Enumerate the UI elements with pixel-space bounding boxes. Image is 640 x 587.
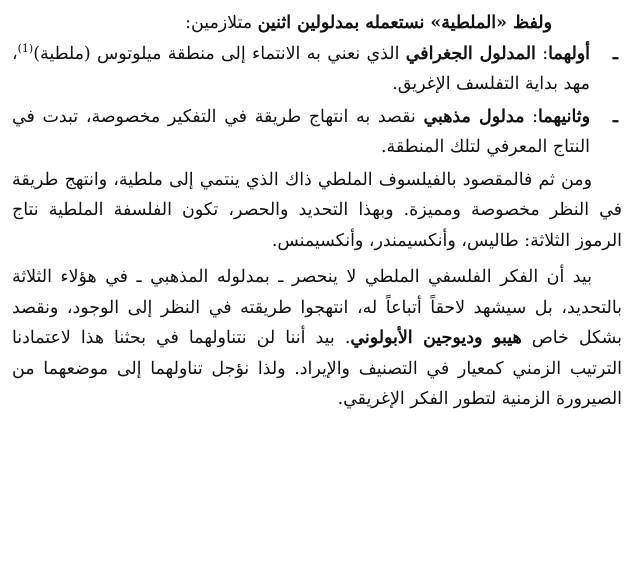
para2-text: بيد أن الفكر الفلسفي الملطي لا ينحصر ـ بمدلوله المذهبي ـ في هؤلاء الثلاثة بالتحديد، بل سيشهد لاحقاً أتباعاً له، انتهجوا طريقته في النظر إلى الوجود، ونقصد بشكل خاص [12,267,622,348]
item1-colon: : [535,43,549,64]
item2-term: مدلول مذهبي [423,106,525,127]
list-item-second-meaning [12,102,622,163]
list-item-first-meaning [12,39,622,100]
footnote-marker: (1) [17,41,34,55]
para2-names: هيبو وديوجين الأبولوني [350,328,522,348]
para2-text-end: . بيد أننا لن نتناولهما في بحثنا هذا لاعتمادنا الترتيب الزمني كمعيار في التصنيف والإيراد. ولذا نؤجل تناولهما إلى موضعهما من الصيرورة الزمنية لتطور الفكر الإغريقي. [12,328,622,409]
list-dash: ـ [612,106,618,127]
item1-label: أولهما [548,43,590,64]
list-dash: ـ [612,43,618,64]
item1-text: الذي نعني به الانتماء إلى منطقة ميلوتوس (ملطية) [33,43,406,64]
item2-text: نقصد به انتهاج طريقة في التفكير مخصوصة، تبدت في النتاج المعرفي لتلك المنطقة. [12,106,590,157]
intro-bold: ولفظ «الملطية» نستعمله بمدلولين اثنين [257,13,552,33]
item1-term: المدلول الجغرافي [405,43,536,64]
paragraph-followers [12,262,622,415]
paragraph-definition: ومن ثم فالمقصود بالفيلسوف الملطي ذاك الذي ينتمي إلى ملطية، وانتهج طريقة في النظر مخصوصة ومميزة. وبهذا التحديد والحصر، تكون الفلسفة الملطية نتاج الرموز الثلاثة: طاليس، وأنكسيمندر، وأنكسيمنس. [12,169,622,251]
item2-colon: : [524,106,538,127]
intro-line [12,8,622,39]
intro-rest: متلازمين: [185,13,258,33]
item2-label: وثانيهما [538,106,590,127]
item1-text-end: ، مهد بداية التفلسف الإغريق. [12,43,590,94]
